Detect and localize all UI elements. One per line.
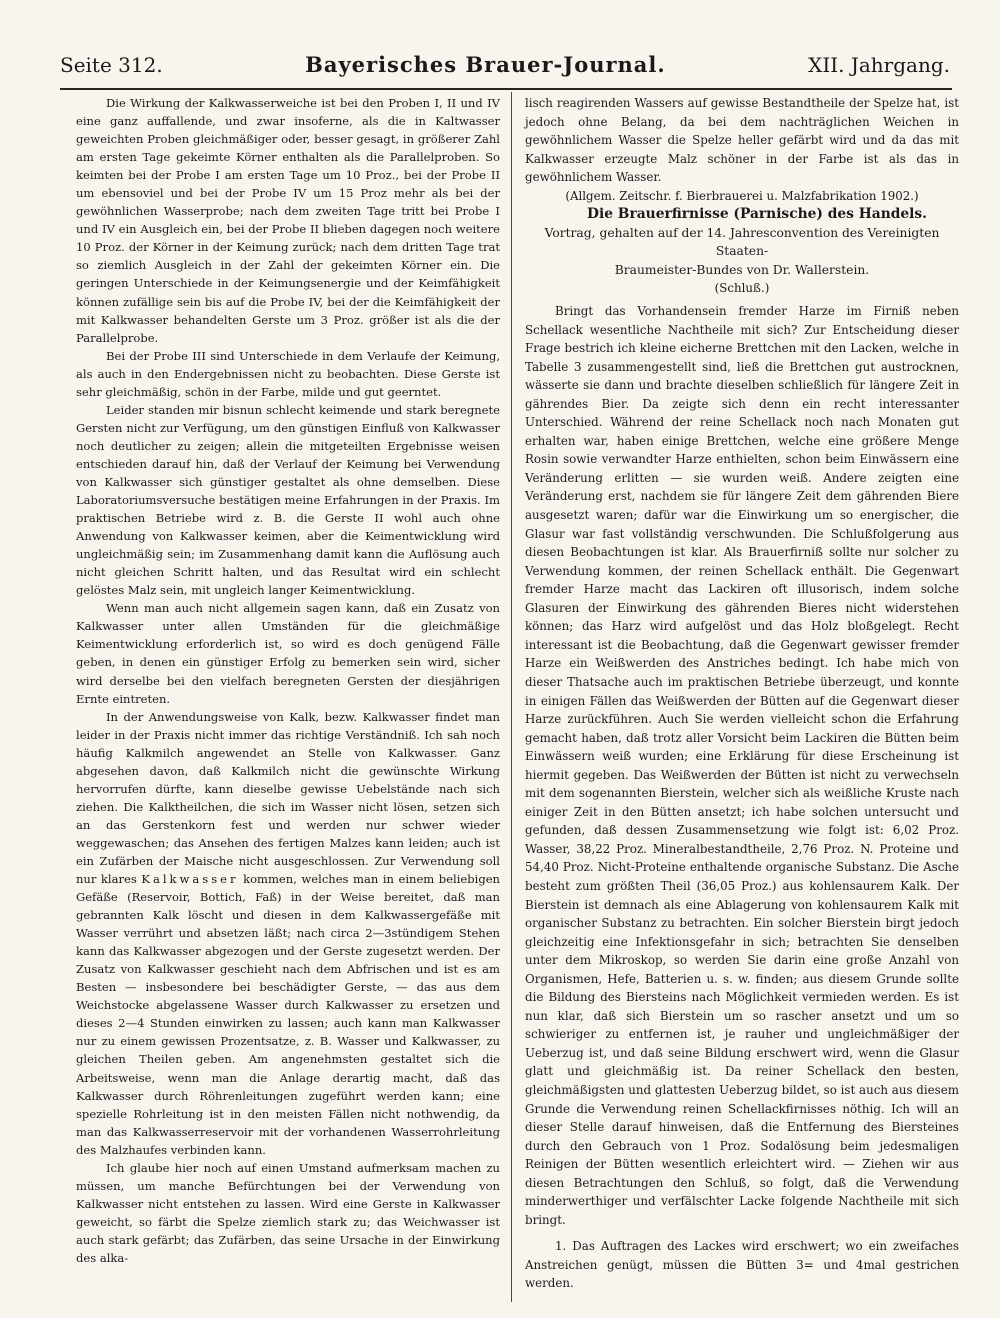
paragraph: Bringt das Vorhandensein fremder Harze im Firniß neben Schellack wesentliche Nachtheile mit sich? Zur Entscheidung dieser Frage bestrich ich kleine eicherne Brettchen mit den Lacken, welche in Tabelle 3 zusammengestellt sind, ließ die Brettchen gut austrocknen, wässerte sie dann und brachte dieselben schließlich für längere Zeit in gährendes Bier. Da zeigte sich denn ein recht interessanter Unterschied. Während der reine Schellack noch nach Monaten gut erhalten war, haben einige Brettchen, welche eine größere Menge Rosin sowie verwandter Harze enthielten, schon beim Einwässern eine Veränderung erlitten — sie wurden weiß. Andere zeigten eine Veränderung erst, nachdem sie für längere Zeit dem gährenden Biere ausgesetzt waren; dafür war die Einwirkung um so energischer, die Glasur war fast vollständig verschwunden. Die Schlußfolgerung aus diesen Beobachtungen ist klar. Als Brauerfirniß sollte nur solcher zu Verwendung kommen, der reinen Schellack enthält. Die Gegenwart fremder Harze macht das Lackiren oft illusorisch, indem solche Glasuren der Einwirkung des gährenden Bieres nicht widerstehen können; das Harz wird aufgelöst und das Holz bloßgelegt. Recht interessant ist die Beobachtung, daß die Gegenwart gewisser fremder Harze ein Weißwerden des Anstriches bedingt. Ich habe mich von dieser Thatsache auch im praktischen Betriebe überzeugt, und konnte in einigen Fällen das Weißwerden der Bütten auf die Gegenwart dieser Harze zurückführen. Auch Sie werden vielleicht schon die Erfahrung gemacht haben, daß trotz aller Vorsicht beim Lackiren die Bütten beim Einwässern weiß wurden; eine Erklärung für diese Erscheinung ist hiermit gegeben. Das Weißwerden der Bütten ist nicht zu verwechseln mit dem sogenannten Bierstein, welcher sich als weißliche Kruste nach einiger Zeit in den Bütten ansetzt; ich habe solchen untersucht und gefunden, daß dessen Zusammensetzung wie folgt ist: 6,02 Proz. Wasser, 38,22 Proz. Mineralbestandtheile, 2,76 Proz. N. Proteine und 54,40 Proz. Nicht-Proteine enthaltende organische Substanz. Die Asche besteht zum größten Theil (36,05 Proz.) aus kohlensaurem Kalk. Der Bierstein ist demnach als eine Ablagerung von kohlensaurem Kalk mit organischer Substanz zu betrachten. Ein solcher Bierstein birgt jedoch gleichzeitig eine Infektionsgefahr in sich; betrachten Sie denselben unter dem Mikroskop, so werden Sie darin eine große Anzahl von Organismen, Hefe, Batterien u. s. w. finden; aus diesem Grunde sollte die Bildung des Biersteins nach Möglichkeit vermieden werden. Es ist nun klar, daß sich Bierstein um so rascher ansetzt und um so schwieriger zu entfernen ist, je rauher und ungleichmäßiger der Ueberzug ist, und daß seine Bildung erschwert wird, wenn die Glasur glatt und gleichmäßig ist. Da reiner Schellack den besten, gleichmäßigsten und glattesten Ueberzug bildet, so ist auch aus diesem Grunde die Verwendung reinen Schellackfirnisses nöthig. Ich will an dieser Stelle darauf hinweisen, daß die Entfernung des Biersteines durch den Gebrauch von 1 Proz. Sodalösung beim jedesmaligen Reinigen der Bütten wesentlich erleichtert wird. — Ziehen wir aus diesen Betrachtungen den Schluß, so folgt, daß die Verwendung minderwerthiger und verfälschter Lacke folgende Nachtheile mit sich bringt. [525, 304, 959, 1227]
article-subtitle: Braumeister-Bundes von Dr. Wallerstein. [614, 262, 870, 277]
right-column [525, 94, 959, 1293]
paragraph: lisch reagirenden Wassers auf gewisse Bestandtheile der Spelze hat, ist jedoch ohne Belang, da bei dem nachträglichen Weichen in gewöhnlichem Wasser die Spelze heller gefärbt wird und da das mit Kalkwasser erzeugte Malz schöner in der Farbe ist als das in gewöhnlichem Wasser. [525, 96, 959, 185]
paragraph: Ich glaube hier noch auf einen Umstand aufmerksam machen zu müssen, um manche Befürchtungen bei der Verwendung von Kalkwasser nicht entstehen zu lassen. Wird eine Gerste in Kalkwasser geweicht, so färbt die Spelze ziemlich stark zu; das Weichwasser ist auch stark gefärbt; das Zufärben, das seine Ursache in der Einwirkung des alka- [76, 1160, 500, 1265]
paragraph: Die Wirkung der Kalkwasserweiche ist bei den Proben I, II und IV eine ganz auffallende, und zwar insoferne, als die in Kaltwasser geweichten Proben gleichmäßiger oder, besser gesagt, in größerer Zahl am ersten Tage gekeimte Körner enthalten als die Parallelproben. So keimten bei der Probe I am ersten Tage um 10 Proz., bei der Probe II um ebensoviel und bei der Probe IV um 15 Proz mehr als bei der gewöhnlichen Wasserprobe; nach dem zweiten Tage tritt bei Probe I und IV ein Ausgleich ein, bei der Probe II blieben dagegen noch weitere 10 Proz. der Körner in der Keimung zurück; nach dem dritten Tage trat so ziemlich Ausgleich in der Zahl der gekeimten Körner ein. Die geringen Unterschiede in der Keimungsenergie und der Keimfähigkeit können zufällige sein bis auf die Probe IV, bei der die Keimfähigkeit der mit Kalkwasser behandelten Gerste um 3 Proz. größer ist als die der Parallelprobe. [76, 96, 500, 345]
article-title: Die Brauerfirnisse (Parnische) des Handels. [587, 206, 927, 223]
article-subtitle: Vortrag, gehalten auf der 14. Jahresconvention des Vereinigten Staaten- [544, 225, 940, 259]
paragraph: 1. Das Auftragen des Lackes wird erschwert; wo ein zweifaches Anstreichen genügt, müssen die Bütten 3= und 4mal gestrichen werden. [525, 1239, 959, 1291]
paragraph: Leider standen mir bisnun schlecht keimende und stark beregnete Gersten nicht zur Verfügung, um den günstigen Einfluß von Kalkwasser noch deutlicher zu zeigen; allein die mitgeteilten Ergebnisse weisen entschieden darauf hin, daß der Verlauf der Keimung bei Verwendung von Kalkwasser sich günstiger gestaltet als ohne demselben. Diese Laboratoriumsversuche bestätigen meine Erfahrungen in der Praxis. Im praktischen Betriebe wird z. B. die Gerste II wohl auch ohne Anwendung von Kalkwasser keimen, aber die Keimentwicklung wird ungleichmäßig sein; im Zusammenhang damit kann die Auflösung auch nicht gleichen Schritt halten, und das Resultat wird ein schlecht gelöstes Malz sein, mit ungleich langer Keimentwicklung. [76, 402, 500, 598]
paragraph: Bei der Probe III sind Unterschiede in dem Verlaufe der Keimung, als auch in den Endergebnissen nicht zu beobachten. Diese Gerste ist sehr gleichmäßig, schön in der Farbe, milde und gut geerntet. [76, 348, 500, 399]
paragraph [76, 708, 500, 1159]
volume-label: XII. Jahrgang. [808, 53, 950, 77]
journal-title: Bayerisches Brauer-Journal. [305, 52, 666, 77]
column-divider [511, 92, 512, 1302]
emphasis-text: Kalkwasser [141, 872, 239, 887]
paragraph-text: In der Anwendungsweise von Kalk, bezw. Kalkwasser findet man leider in der Praxis nicht immer das richtige Verständniß. Ich sah noch häufig Kalkmilch angewendet an Stelle von Kalkwasser. Ganz abgesehen davon, daß Kalkmilch nicht die gewünschte Wirkung hervorrufen dürfte, kann dieselbe gewisse Uebelstände nach sich ziehen. Die Kalktheilchen, die sich im Wasser nicht lösen, setzen sich an das Gerstenkorn fest und werden nur schwer wieder weggewaschen; das Ansehen des fertigen Malzes kann leiden; auch ist ein Zufärben der Maische nicht ausgeschlossen. Zur Verwendung soll nur klares [76, 709, 500, 887]
paragraph: Wenn man auch nicht allgemein sagen kann, daß ein Zusatz von Kalkwasser unter allen Umständen für die gleichmäßige Keimentwicklung erforderlich ist, so wird es doch genügend Fälle geben, in denen ein günstiger Erfolg zu bemerken sein wird, sicher wird derselbe bei den vielfach beregneten Gersten der diesjährigen Ernte eintreten. [76, 601, 500, 706]
source-citation: (Allgem. Zeitschr. f. Bierbrauerei u. Malzfabrikation 1902.) [565, 188, 919, 203]
page-header [60, 52, 950, 84]
page-number: Seite 312. [60, 53, 163, 77]
header-rule [60, 88, 952, 90]
paragraph-text: kommen, welches man in einem beliebigen Gefäße (Reservoir, Bottich, Faß) in der Weise bereitet, daß man gebrannten Kalk löscht und diesen in dem Kalkwassergefäße mit Wasser verrührt und absetzen läßt; nach circa 2—3stündigem Stehen kann das Kalkwasser abgezogen und der Gerste zugesetzt werden. Der Zusatz von Kalkwasser geschieht nach dem Abfrischen und ist es am Besten — insbesondere bei beschädigter Gerste, — das aus dem Weichstocke abgelassene Wasser durch Kalkwasser zu ersetzen und dieses 2—4 Stunden einwirken zu lassen; auch kann man Kalkwasser nur zu einem gewissen Prozentsatze, z. B. Wasser und Kalkwasser, zu gleichen Theilen geben. Am angenehmsten gestaltet sich die Arbeitsweise, wenn man die Anlage derartig macht, daß das Kalkwasser durch Röhrenleitungen zugeführt werden kann; eine spezielle Rohrleitung ist in den meisten Fällen nicht nothwendig, da man das Kalkwasserreservoir mit der vorhandenen Wasserrohrleitung des Malzhaufes verbinden kann. [76, 872, 500, 1157]
continued-note: (Schluß.) [714, 281, 770, 296]
left-column [76, 94, 500, 1267]
